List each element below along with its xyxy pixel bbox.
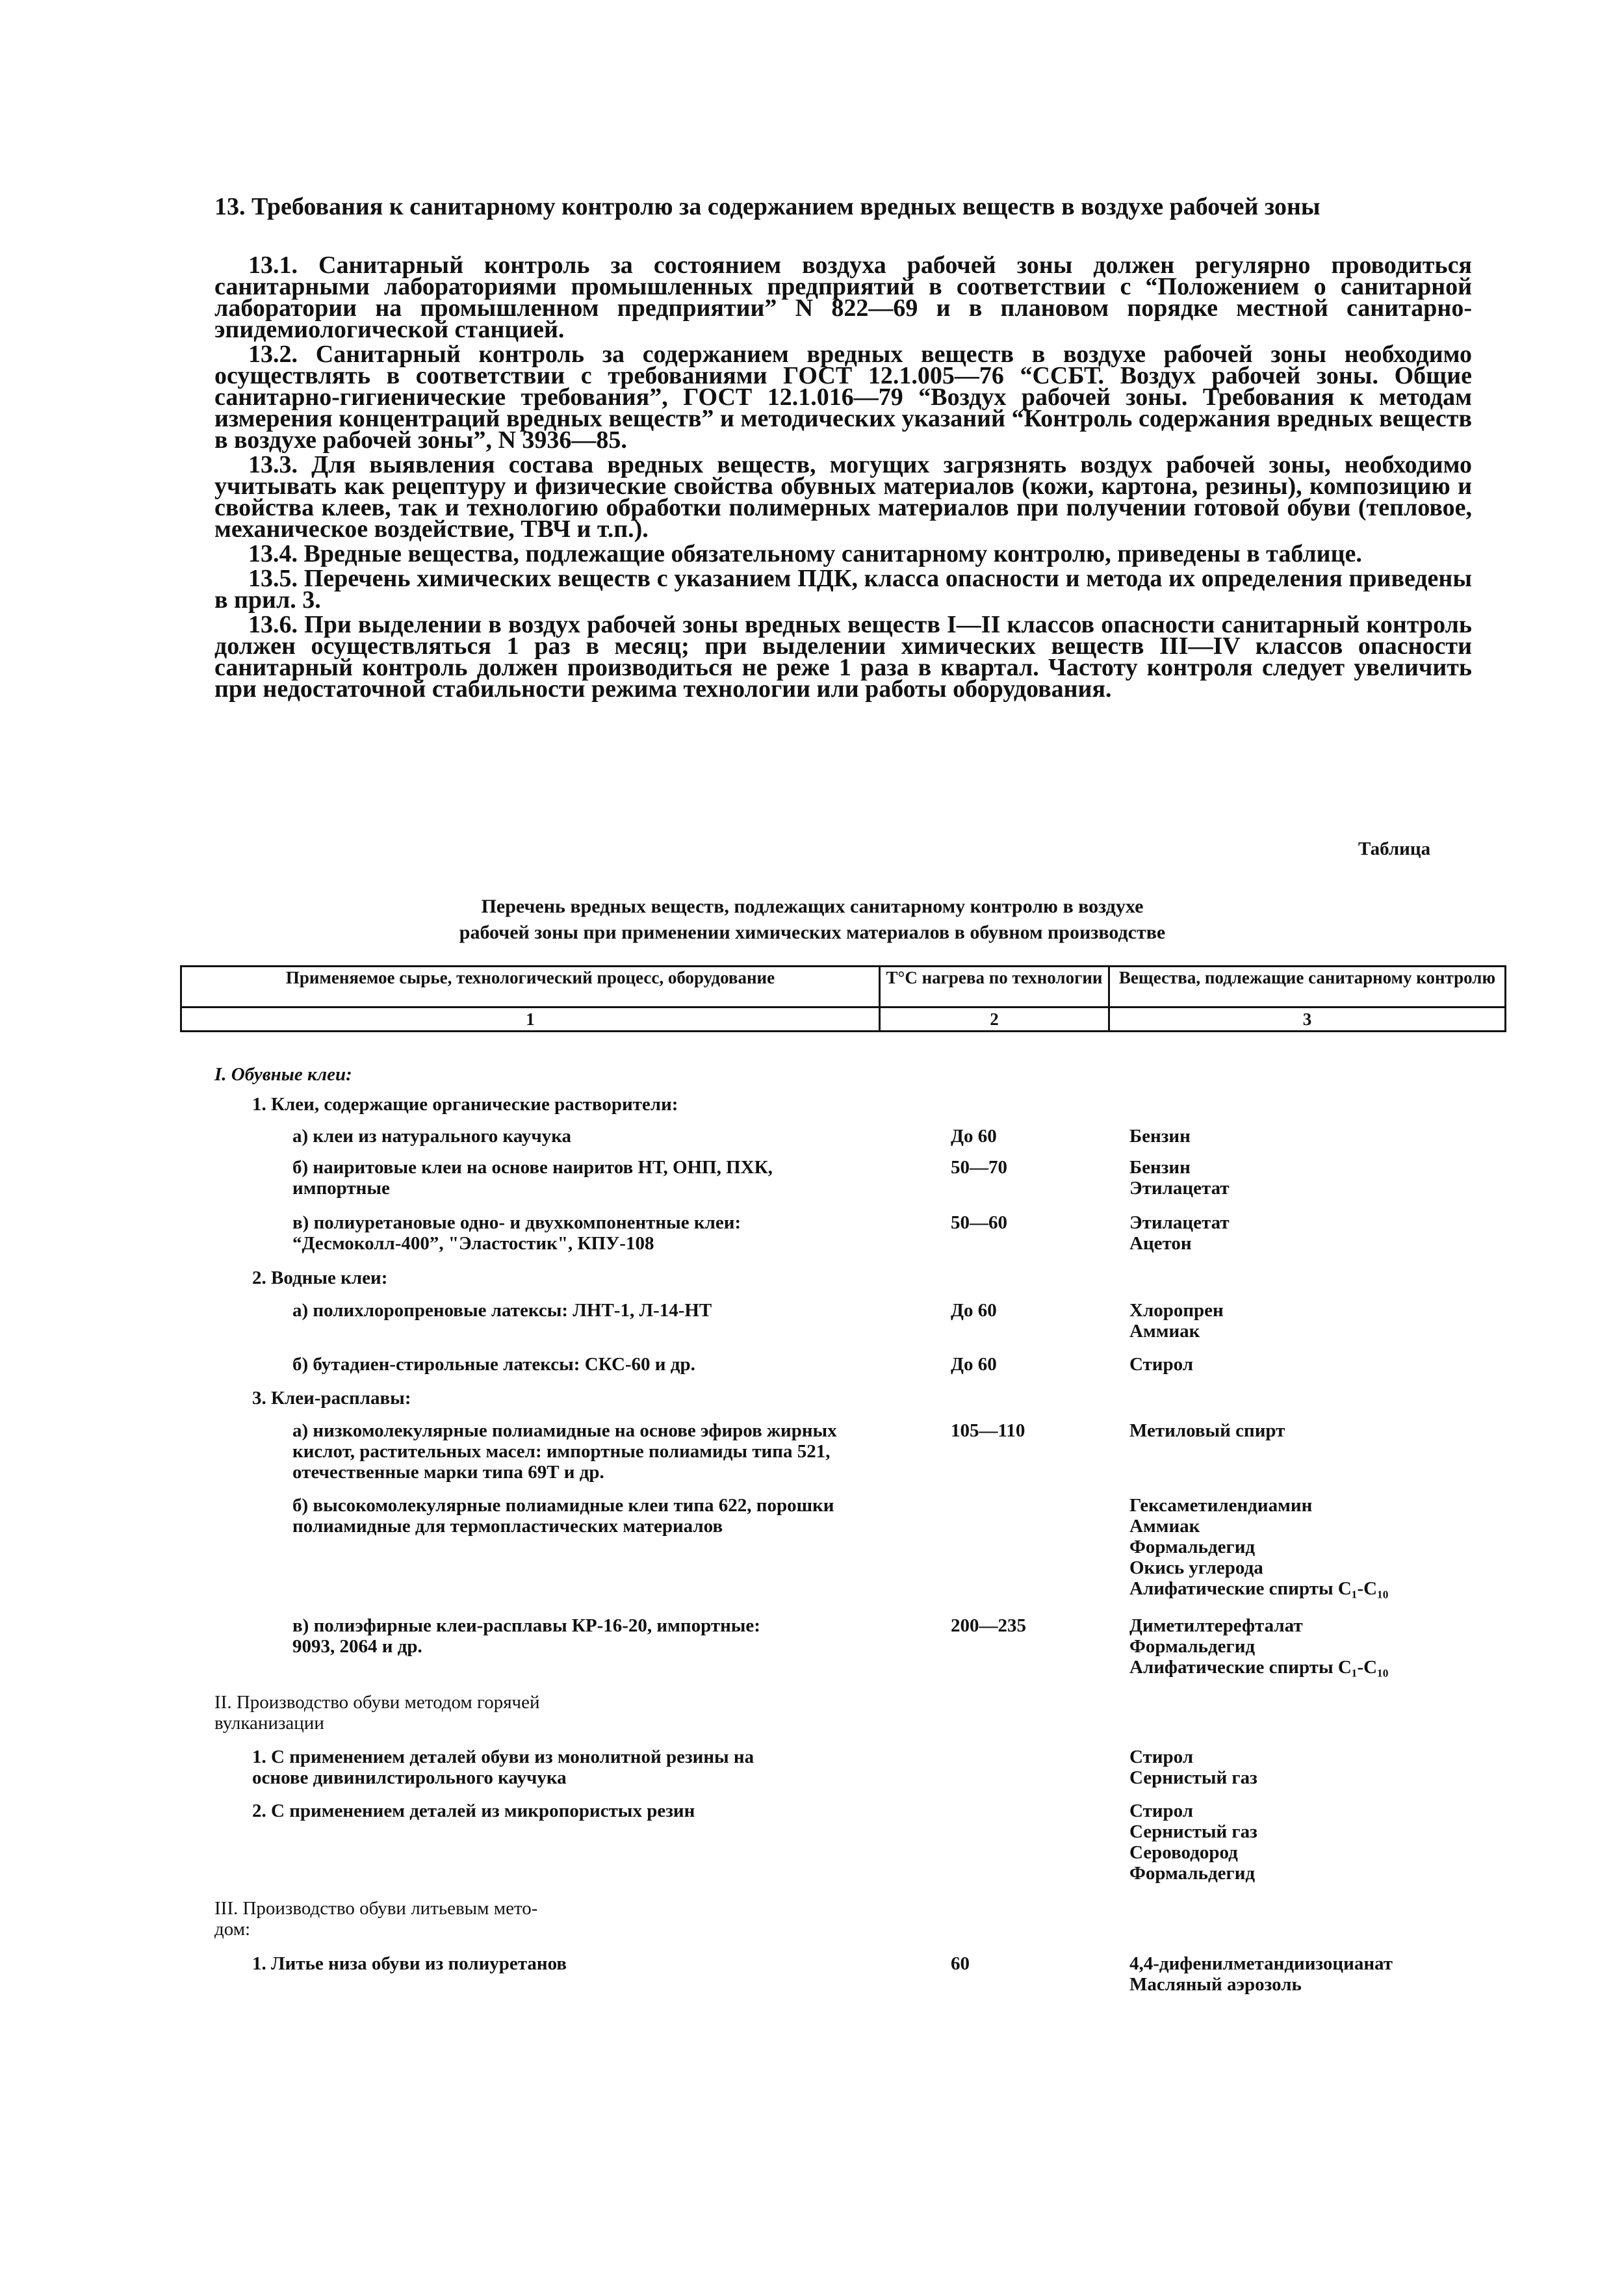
header-col-2: Т°С нагрева по технологии xyxy=(880,967,1109,1008)
paragraph-13-1: 13.1. Санитарный контроль за состоянием воздуха рабочей зоны должен регулярно проводиться санитарными лабораториями промышленных предприятий в соответствии с “Положением о санитарной лаборатории на промышленном предприятии” N 822—69 и в плановом порядке местной санитарно-эпидемиологической станцией. xyxy=(214,252,1472,343)
cell-temperature-3: До 60 xyxy=(951,1126,997,1147)
cell-temperature-8: До 60 xyxy=(951,1354,997,1375)
cell-material-12: в) полиэфирные клеи-расплавы КР-16-20, импортные: 9093, 2064 и др. xyxy=(292,1615,760,1657)
cell-material-10: а) низкомолекулярные полиамидные на основе эфиров жирных кислот, растительных масел: импортные полиамиды типа 521, отечественные марки типа 69Т и др. xyxy=(292,1420,837,1483)
paragraph-13-4: 13.4. Вредные вещества, подлежащие обязательному санитарному контролю, приведены в таблице. xyxy=(248,540,1362,567)
cell-substances-11: Гексаметилендиамин Аммиак Формальдегид Окись углерода Алифатические спирты С₁-С₁₀ xyxy=(1129,1495,1389,1599)
cell-temperature-17: 60 xyxy=(951,1953,970,1974)
header-num-3: 3 xyxy=(1109,1008,1506,1032)
cell-material-1: I. Обувные клеи: xyxy=(214,1064,352,1085)
cell-substances-10: Метиловый спирт xyxy=(1129,1420,1285,1441)
table-header xyxy=(180,965,1506,1032)
cell-material-13: II. Производство обуви методом горячей вулканизации xyxy=(214,1692,540,1734)
cell-temperature-12: 200—235 xyxy=(951,1615,1026,1636)
paragraph-13-6: 13.6. При выделении в воздух рабочей зоны вредных веществ I—II классов опасности санитарный контроль должен осуществляться 1 раз в месяц; при выделении химических веществ III—IV классов опасности санитарный контроль должен производиться не реже 1 раза в квартал. Частоту контроля следует увеличить при недостаточной стабильности режима технологии или работы оборудования. xyxy=(214,611,1472,703)
header-col-1: Применяемое сырье, технологический процесс, оборудование xyxy=(181,967,880,1008)
cell-temperature-5: 50—60 xyxy=(951,1212,1007,1233)
header-num-2: 2 xyxy=(880,1008,1109,1032)
cell-substances-15: Стирол Сернистый газ Сероводород Формальдегид xyxy=(1129,1800,1257,1884)
header-col-3: Вещества, подлежащие санитарному контролю xyxy=(1109,967,1506,1008)
cell-material-3: а) клеи из натурального каучука xyxy=(292,1126,571,1147)
paragraph-13-2: 13.2. Санитарный контроль за содержанием вредных веществ в воздухе рабочей зоны необходимо осуществлять в соответствии с требованиями ГОСТ 12.1.005—76 “ССБТ. Воздух рабочей зоны. Общие санитарно-гигиенические требования”, ГОСТ 12.1.016—79 “Воздух рабочей зоны. Требования к методам измерения концентраций вредных веществ” и методических указаний “Контроль содержания вредных веществ в воздухе рабочей зоны”, N 3936—85. xyxy=(214,341,1472,454)
cell-substances-14: Стирол Сернистый газ xyxy=(1129,1747,1257,1788)
cell-material-4: б) наиритовые клеи на основе наиритов НТ, ОНП, ПХК, импортные xyxy=(292,1157,773,1199)
cell-substances-5: Этилацетат Ацетон xyxy=(1129,1212,1230,1254)
cell-material-9: 3. Клеи-расплавы: xyxy=(252,1388,411,1409)
cell-material-11: б) высокомолекулярные полиамидные клеи типа 622, порошки полиамидные для термопластических материалов xyxy=(292,1495,834,1537)
table-caption-line-2: рабочей зоны при применении химических материалов в обувном производстве xyxy=(459,922,1166,943)
cell-material-15: 2. С применением деталей из микропористых резин xyxy=(252,1800,695,1821)
cell-material-5: в) полиуретановые одно- и двухкомпонентные клеи: “Десмоколл-400”, "Эластостик", КПУ-108 xyxy=(292,1212,741,1254)
cell-substances-4: Бензин Этилацетат xyxy=(1129,1157,1230,1199)
cell-material-8: б) бутадиен-стирольные латексы: СКС-60 и др. xyxy=(292,1354,695,1375)
cell-substances-12: Диметилтерефталат Формальдегид Алифатические спирты С₁-С₁₀ xyxy=(1129,1615,1389,1678)
table-caption-line-1: Перечень вредных веществ, подлежащих санитарному контролю в воздухе xyxy=(481,896,1144,917)
cell-temperature-10: 105—110 xyxy=(951,1420,1025,1441)
cell-substances-7: Хлоропрен Аммиак xyxy=(1129,1300,1224,1342)
cell-material-17: 1. Литье низа обуви из полиуретанов xyxy=(252,1953,567,1974)
header-num-1: 1 xyxy=(181,1008,880,1032)
paragraphs xyxy=(214,252,1472,703)
table-label: Таблица xyxy=(1358,838,1431,859)
cell-substances-8: Стирол xyxy=(1129,1354,1194,1375)
cell-material-2: 1. Клеи, содержащие органические растворители: xyxy=(252,1094,678,1115)
cell-material-16: III. Производство обуви литьевым мето- дом: xyxy=(214,1898,538,1940)
cell-material-7: а) полихлоропреновые латексы: ЛНТ-1, Л-14-НТ xyxy=(292,1300,712,1321)
section-title: 13. Требования к санитарному контролю за содержанием вредных веществ в воздухе рабочей зоны xyxy=(214,193,1321,220)
cell-substances-17: 4,4-дифенилметандиизоцианат Масляный аэрозоль xyxy=(1129,1953,1393,1995)
cell-substances-3: Бензин xyxy=(1129,1126,1191,1147)
cell-temperature-7: До 60 xyxy=(951,1300,997,1321)
cell-material-6: 2. Водные клеи: xyxy=(252,1268,388,1288)
cell-material-14: 1. С применением деталей обуви из монолитной резины на основе дивинилстирольного каучука xyxy=(252,1747,754,1788)
paragraph-13-5: 13.5. Перечень химических веществ с указанием ПДК, класса опасности и метода их определения приведены в прил. 3. xyxy=(214,565,1472,614)
cell-temperature-4: 50—70 xyxy=(951,1157,1007,1178)
paragraph-13-3: 13.3. Для выявления состава вредных веществ, могущих загрязнять воздух рабочей зоны, необходимо учитывать как рецептуру и физические свойства обувных материалов (кожи, картона, резины), композицию и свойства клеев, так и технологию обработки полимерных материалов при получении готовой обуви (тепловое, механическое воздействие, ТВЧ и т.п.). xyxy=(214,451,1472,543)
